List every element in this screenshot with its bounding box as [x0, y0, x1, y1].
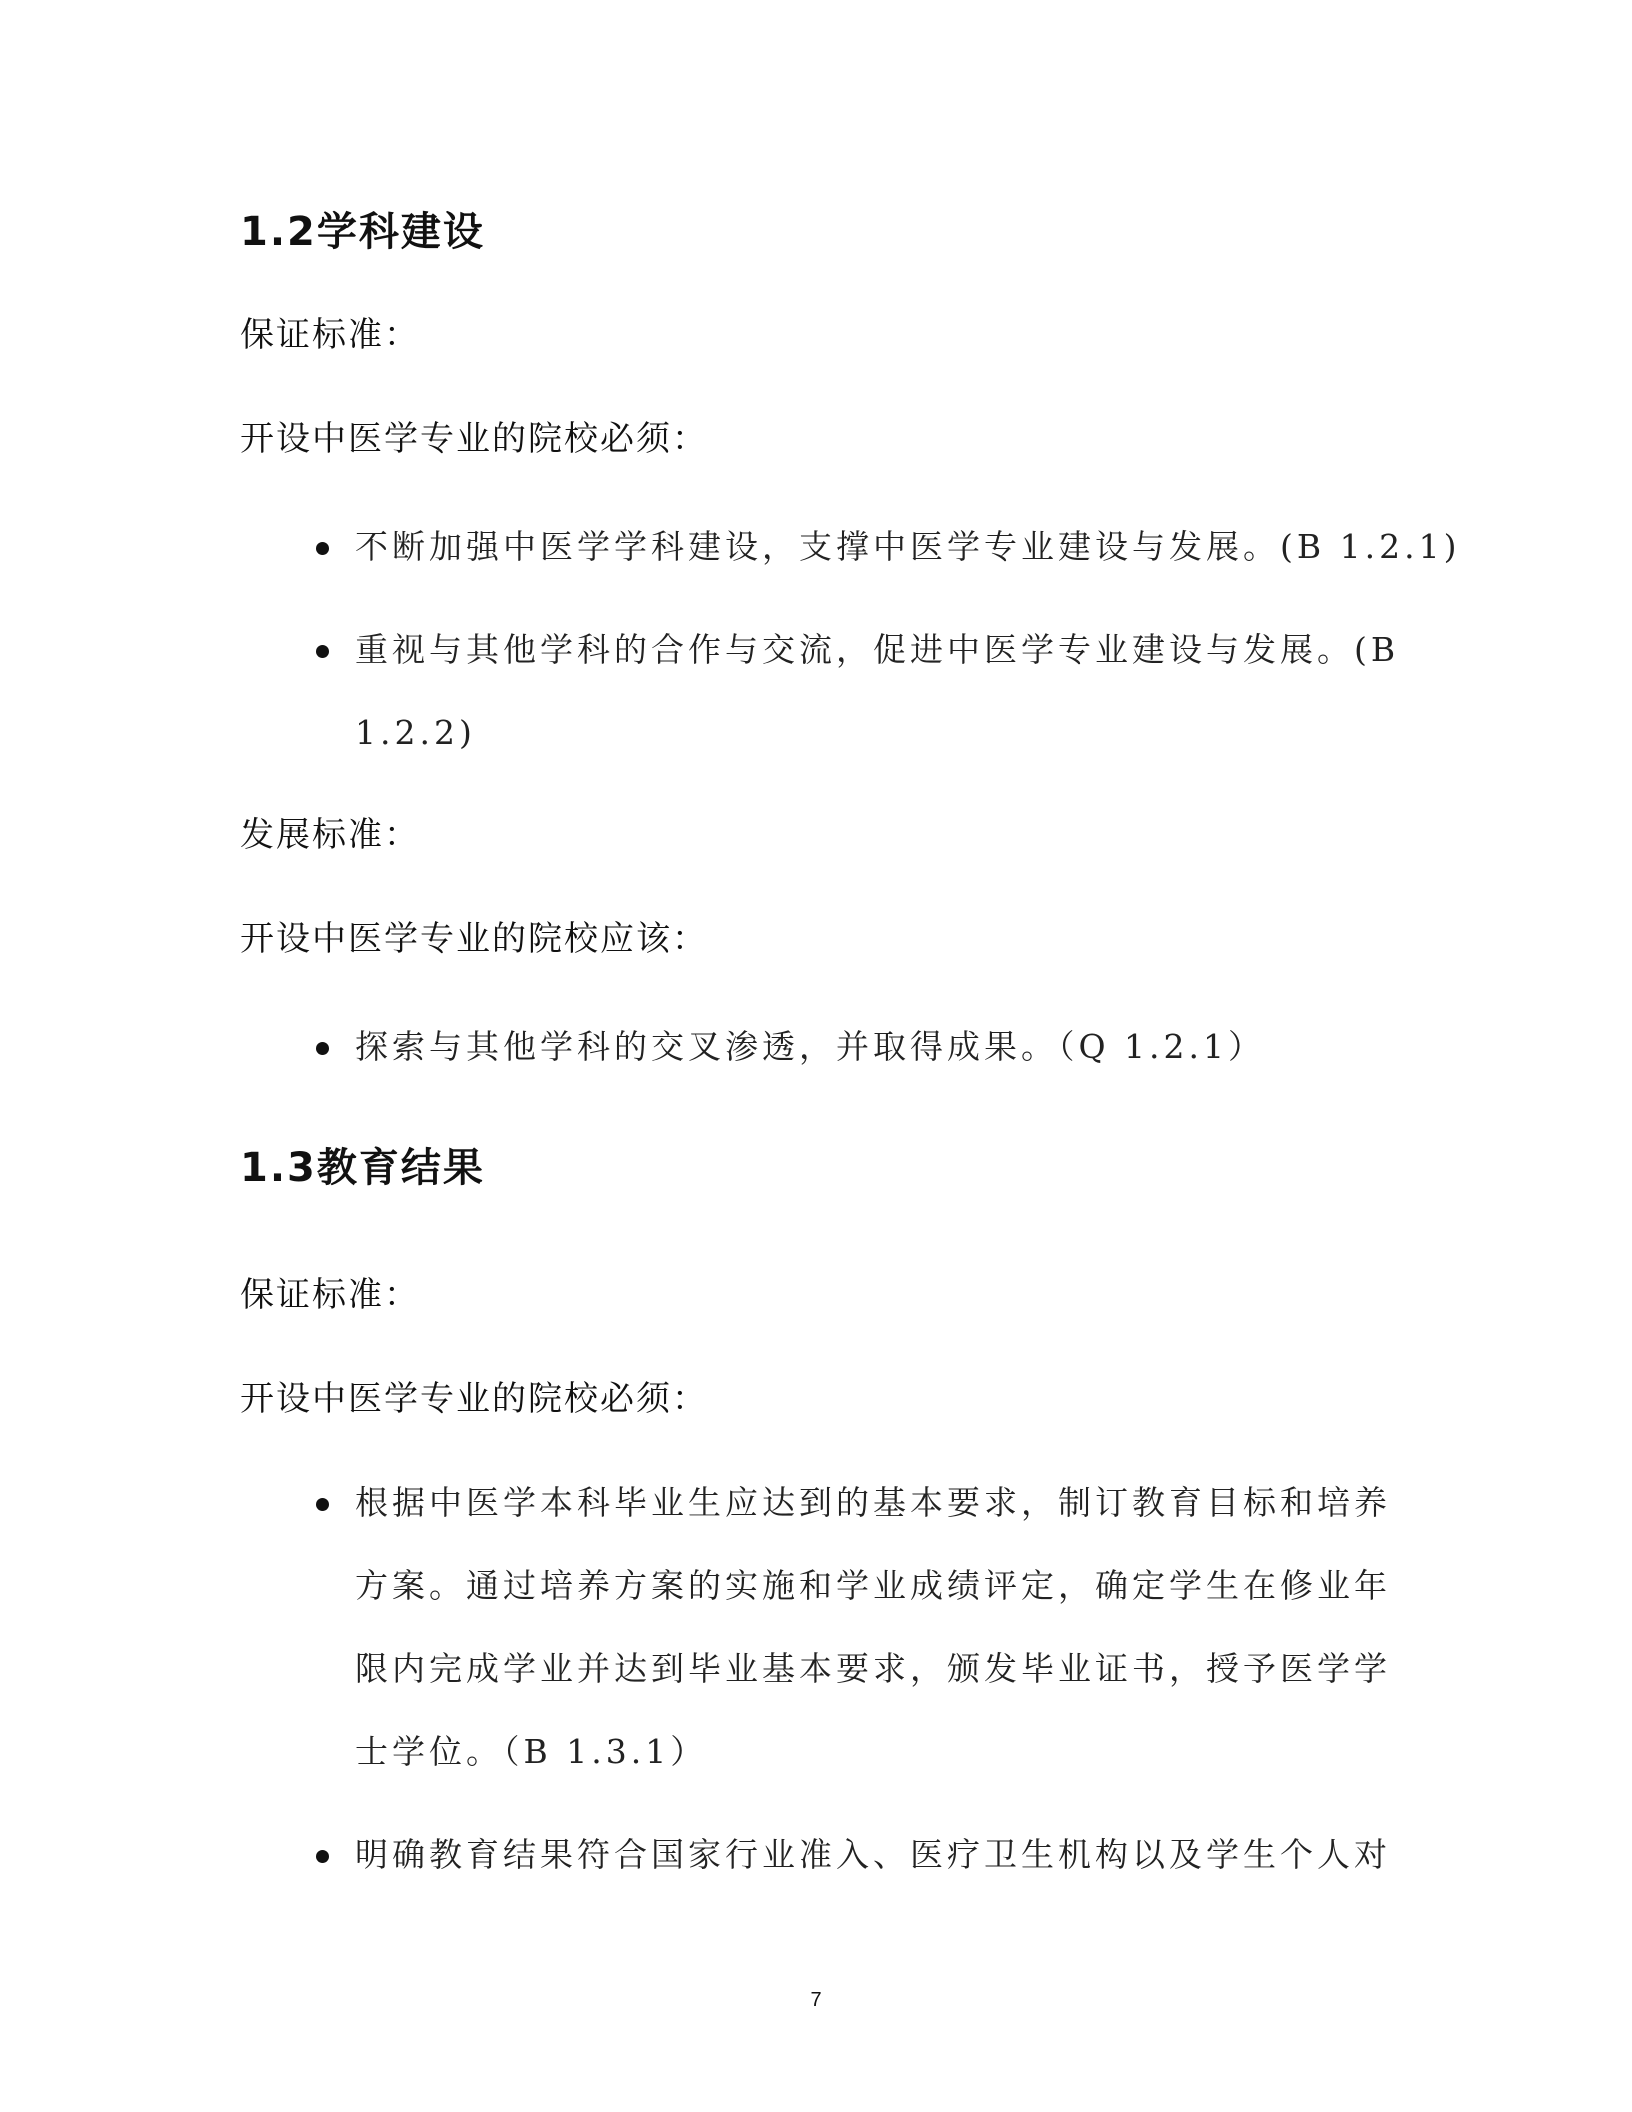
list-item-line: 明确教育结果符合国家行业准入、医疗卫生机构以及学生个人对 — [355, 1835, 1391, 1874]
basic-standard-label: 保证标准： — [240, 315, 420, 355]
development-standard-intro: 开设中医学专业的院校应该： — [240, 919, 708, 959]
list-item-line: 重视与其他学科的合作与交流，促进中医学专业建设与发展。(B — [355, 630, 1400, 669]
list-item-line: 限内完成学业并达到毕业基本要求，颁发毕业证书，授予医学学 — [355, 1649, 1391, 1688]
bullet-icon — [316, 1850, 329, 1863]
basic-standard-label: 保证标准： — [240, 1275, 420, 1315]
development-standard-label: 发展标准： — [240, 815, 420, 855]
list-item-line: 1.2.2) — [355, 713, 476, 752]
list-item-line: 根据中医学本科毕业生应达到的基本要求，制订教育目标和培养 — [355, 1483, 1391, 1522]
list-item-line: 不断加强中医学学科建设，支撑中医学专业建设与发展。(B 1.2.1) — [355, 527, 1461, 566]
basic-standard-intro: 开设中医学专业的院校必须： — [240, 419, 708, 459]
bullet-icon — [316, 645, 329, 658]
list-item-line: 探索与其他学科的交叉渗透，并取得成果。（Q 1.2.1） — [355, 1027, 1266, 1066]
list-item-line: 士学位。（B 1.3.1） — [355, 1732, 708, 1771]
section-heading-1-3: 1.3教育结果 — [240, 1145, 485, 1191]
list-item-line: 方案。通过培养方案的实施和学业成绩评定，确定学生在修业年 — [355, 1566, 1391, 1605]
page-number: 7 — [810, 1989, 822, 2011]
bullet-icon — [316, 1042, 329, 1055]
bullet-icon — [316, 1498, 329, 1511]
bullet-icon — [316, 542, 329, 555]
section-heading-1-2: 1.2学科建设 — [240, 209, 485, 255]
basic-standard-intro: 开设中医学专业的院校必须： — [240, 1379, 708, 1419]
